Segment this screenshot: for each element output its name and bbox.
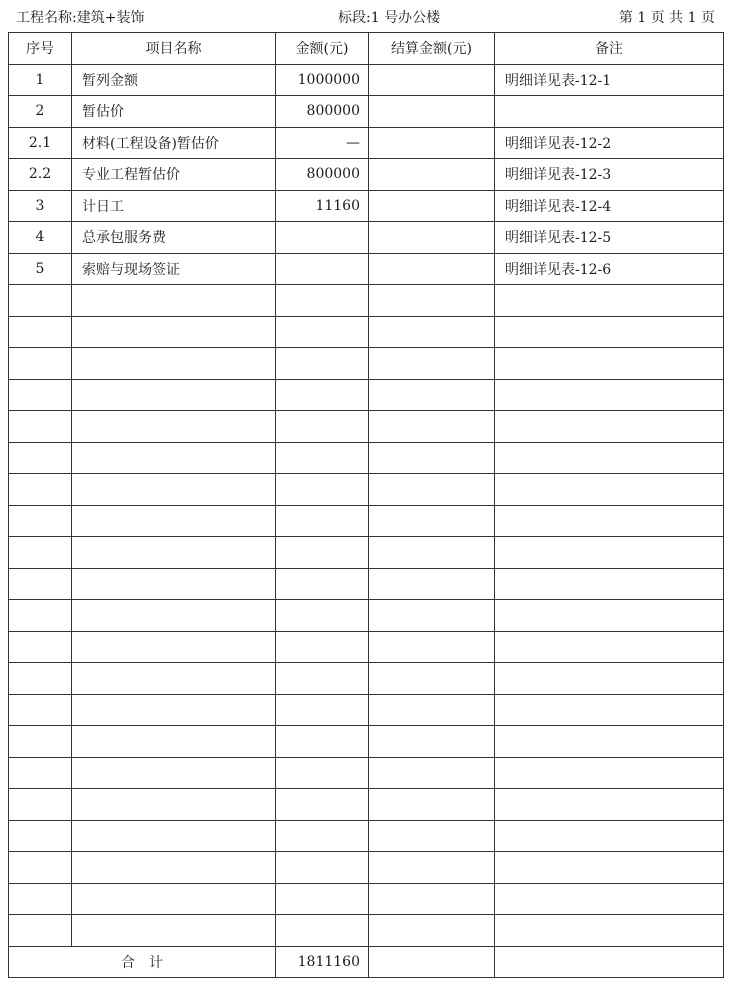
empty-row [9, 537, 724, 569]
cell-note: 明细详见表-12-5 [495, 222, 724, 254]
empty-cell [495, 379, 724, 411]
empty-row [9, 883, 724, 915]
empty-cell [369, 348, 495, 380]
cell-settle [369, 159, 495, 191]
empty-cell [495, 348, 724, 380]
cell-note: 明细详见表-12-4 [495, 190, 724, 222]
empty-cell [369, 663, 495, 695]
empty-cell [495, 285, 724, 317]
empty-cell [72, 600, 276, 632]
empty-cell [72, 411, 276, 443]
empty-cell [276, 285, 369, 317]
empty-row [9, 505, 724, 537]
empty-cell [9, 852, 72, 884]
empty-cell [9, 316, 72, 348]
empty-cell [72, 789, 276, 821]
empty-cell [72, 348, 276, 380]
empty-cell [369, 568, 495, 600]
empty-cell [9, 789, 72, 821]
empty-cell [495, 883, 724, 915]
empty-row [9, 568, 724, 600]
empty-cell [495, 568, 724, 600]
empty-cell [369, 915, 495, 947]
empty-cell [276, 379, 369, 411]
table-row [9, 159, 724, 191]
cell-settle [369, 96, 495, 128]
cell-no: 2 [9, 96, 72, 128]
cell-note: 明细详见表-12-3 [495, 159, 724, 191]
empty-cell [369, 379, 495, 411]
empty-row [9, 852, 724, 884]
section-name: 标段:1 号办公楼 [338, 10, 441, 26]
empty-cell [72, 694, 276, 726]
empty-cell [369, 883, 495, 915]
empty-cell [369, 411, 495, 443]
cell-note: 明细详见表-12-6 [495, 253, 724, 285]
page-header [0, 0, 730, 32]
cell-amount: 1000000 [276, 64, 369, 96]
empty-cell [369, 757, 495, 789]
empty-cell [369, 694, 495, 726]
table-row [9, 127, 724, 159]
empty-cell [276, 852, 369, 884]
empty-cell [495, 663, 724, 695]
empty-cell [72, 537, 276, 569]
cell-name: 计日工 [72, 190, 276, 222]
empty-cell [276, 600, 369, 632]
empty-cell [72, 568, 276, 600]
empty-cell [276, 474, 369, 506]
col-header-name: 项目名称 [72, 33, 276, 65]
cell-amount [276, 222, 369, 254]
cell-note: 明细详见表-12-1 [495, 64, 724, 96]
empty-cell [276, 442, 369, 474]
empty-cell [276, 789, 369, 821]
empty-cell [9, 663, 72, 695]
empty-cell [276, 663, 369, 695]
cell-name: 暂列金额 [72, 64, 276, 96]
table-row [9, 222, 724, 254]
empty-cell [495, 411, 724, 443]
empty-cell [72, 316, 276, 348]
empty-cell [495, 442, 724, 474]
empty-cell [276, 757, 369, 789]
cell-amount: — [276, 127, 369, 159]
empty-cell [72, 442, 276, 474]
cell-name: 总承包服务费 [72, 222, 276, 254]
empty-cell [369, 285, 495, 317]
table-row [9, 253, 724, 285]
empty-cell [276, 631, 369, 663]
cell-no: 2.1 [9, 127, 72, 159]
empty-cell [276, 537, 369, 569]
empty-cell [276, 411, 369, 443]
empty-cell [495, 852, 724, 884]
empty-cell [9, 379, 72, 411]
empty-cell [369, 316, 495, 348]
cell-amount [276, 253, 369, 285]
empty-row [9, 663, 724, 695]
provisional-sum-table [8, 32, 724, 978]
empty-cell [9, 915, 72, 947]
empty-cell [369, 474, 495, 506]
empty-row [9, 694, 724, 726]
cell-no: 4 [9, 222, 72, 254]
empty-cell [369, 631, 495, 663]
empty-row [9, 316, 724, 348]
cell-name: 索赔与现场签证 [72, 253, 276, 285]
empty-cell [9, 442, 72, 474]
empty-cell [369, 442, 495, 474]
empty-cell [72, 631, 276, 663]
table-row [9, 96, 724, 128]
empty-row [9, 820, 724, 852]
table-header-row [9, 33, 724, 65]
cell-settle [369, 190, 495, 222]
empty-row [9, 600, 724, 632]
empty-cell [72, 852, 276, 884]
empty-cell [9, 474, 72, 506]
empty-cell [9, 348, 72, 380]
empty-row [9, 474, 724, 506]
page-indicator: 第 1 页 共 1 页 [618, 10, 715, 26]
empty-cell [369, 600, 495, 632]
empty-cell [72, 474, 276, 506]
empty-cell [9, 600, 72, 632]
empty-cell [276, 348, 369, 380]
cell-amount: 11160 [276, 190, 369, 222]
cell-no: 3 [9, 190, 72, 222]
empty-cell [495, 726, 724, 758]
total-label: 合 计 [9, 946, 276, 978]
project-name: 工程名称:建筑+装饰 [16, 10, 145, 26]
empty-cell [72, 757, 276, 789]
cell-note: 明细详见表-12-2 [495, 127, 724, 159]
empty-cell [72, 726, 276, 758]
empty-cell [276, 694, 369, 726]
empty-cell [72, 663, 276, 695]
empty-cell [369, 852, 495, 884]
empty-cell [276, 726, 369, 758]
empty-cell [276, 915, 369, 947]
col-header-settle: 结算金额(元) [369, 33, 495, 65]
col-header-amount: 金额(元) [276, 33, 369, 65]
empty-cell [72, 379, 276, 411]
empty-cell [72, 820, 276, 852]
empty-cell [9, 694, 72, 726]
cell-name: 暂估价 [72, 96, 276, 128]
empty-cell [495, 600, 724, 632]
empty-row [9, 442, 724, 474]
cell-no: 2.2 [9, 159, 72, 191]
empty-row [9, 789, 724, 821]
cell-no: 5 [9, 253, 72, 285]
cell-name: 专业工程暂估价 [72, 159, 276, 191]
empty-cell [9, 726, 72, 758]
cell-settle [369, 222, 495, 254]
empty-cell [495, 537, 724, 569]
cell-amount: 800000 [276, 159, 369, 191]
empty-cell [495, 757, 724, 789]
cell-settle [369, 253, 495, 285]
empty-cell [72, 883, 276, 915]
col-header-note: 备注 [495, 33, 724, 65]
empty-cell [9, 757, 72, 789]
total-settle [369, 946, 495, 978]
empty-cell [369, 505, 495, 537]
empty-cell [9, 537, 72, 569]
table-row [9, 64, 724, 96]
col-header-no: 序号 [9, 33, 72, 65]
empty-cell [72, 285, 276, 317]
empty-cell [369, 726, 495, 758]
empty-cell [495, 631, 724, 663]
empty-cell [495, 316, 724, 348]
empty-cell [495, 820, 724, 852]
table-row [9, 190, 724, 222]
empty-cell [276, 505, 369, 537]
empty-cell [9, 568, 72, 600]
cell-no: 1 [9, 64, 72, 96]
empty-row [9, 285, 724, 317]
empty-row [9, 757, 724, 789]
empty-cell [369, 537, 495, 569]
empty-cell [72, 915, 276, 947]
cell-name: 材料(工程设备)暂估价 [72, 127, 276, 159]
empty-cell [276, 883, 369, 915]
empty-row [9, 411, 724, 443]
total-row [9, 946, 724, 978]
empty-cell [9, 820, 72, 852]
empty-cell [9, 411, 72, 443]
cell-settle [369, 127, 495, 159]
empty-row [9, 379, 724, 411]
empty-row [9, 631, 724, 663]
empty-row [9, 348, 724, 380]
cell-settle [369, 64, 495, 96]
empty-row [9, 915, 724, 947]
cell-amount: 800000 [276, 96, 369, 128]
empty-cell [495, 474, 724, 506]
empty-cell [9, 505, 72, 537]
empty-cell [369, 820, 495, 852]
empty-cell [495, 505, 724, 537]
cell-note [495, 96, 724, 128]
total-amount: 1811160 [276, 946, 369, 978]
empty-cell [72, 505, 276, 537]
empty-cell [9, 631, 72, 663]
empty-cell [276, 316, 369, 348]
total-note [495, 946, 724, 978]
empty-cell [9, 883, 72, 915]
empty-cell [276, 568, 369, 600]
empty-row [9, 726, 724, 758]
empty-cell [495, 694, 724, 726]
empty-cell [9, 285, 72, 317]
empty-cell [495, 789, 724, 821]
empty-cell [369, 789, 495, 821]
empty-cell [276, 820, 369, 852]
empty-cell [495, 915, 724, 947]
